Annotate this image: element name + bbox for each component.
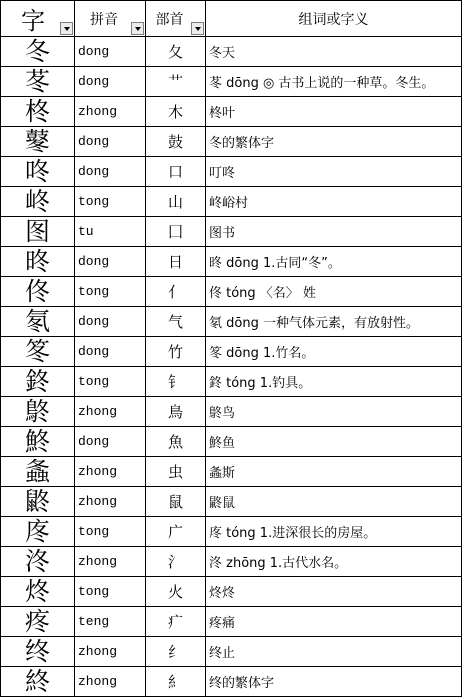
- table-row: [1, 67, 462, 97]
- radical-cell[interactable]: 虫: [146, 457, 206, 487]
- table-row: [1, 607, 462, 637]
- char-cell[interactable]: 泈: [1, 547, 75, 577]
- header-char-label: 字: [21, 7, 45, 35]
- meaning-cell[interactable]: 图书: [206, 217, 462, 247]
- pinyin-cell[interactable]: tu: [75, 217, 146, 247]
- char-cell[interactable]: 鮗: [1, 427, 75, 457]
- header-radical-label: 部首: [155, 11, 184, 28]
- char-cell[interactable]: 笗: [1, 337, 75, 367]
- meaning-cell[interactable]: 终止: [206, 637, 462, 667]
- pinyin-cell[interactable]: zhong: [75, 397, 146, 427]
- radical-cell[interactable]: 鼓: [146, 127, 206, 157]
- char-cell[interactable]: 螽: [1, 457, 75, 487]
- table-row: [1, 637, 462, 667]
- table-row: [1, 307, 462, 337]
- table-row: [1, 247, 462, 277]
- table-row: [1, 127, 462, 157]
- char-cell[interactable]: 鼕: [1, 127, 75, 157]
- radical-cell[interactable]: 囗: [146, 217, 206, 247]
- meaning-cell[interactable]: 庝 tóng 1.进深很长的房屋。: [206, 517, 462, 547]
- radical-cell[interactable]: 火: [146, 577, 206, 607]
- table-row: [1, 367, 462, 397]
- char-cell[interactable]: 氡: [1, 307, 75, 337]
- meaning-cell[interactable]: 柊叶: [206, 97, 462, 127]
- meaning-cell[interactable]: 鴤鸟: [206, 397, 462, 427]
- table-row: [1, 547, 462, 577]
- pinyin-cell[interactable]: teng: [75, 607, 146, 637]
- header-meaning-label: 组词或字义: [298, 11, 369, 28]
- meaning-cell[interactable]: 苳 dōng ◎ 古书上说的一种草。冬生。: [206, 67, 462, 97]
- char-cell[interactable]: 咚: [1, 157, 75, 187]
- radical-cell[interactable]: 氵: [146, 547, 206, 577]
- char-cell[interactable]: 鉖: [1, 367, 75, 397]
- radical-cell[interactable]: 广: [146, 517, 206, 547]
- table-row: [1, 517, 462, 547]
- pinyin-cell[interactable]: zhong: [75, 547, 146, 577]
- table-row: [1, 577, 462, 607]
- table-row: [1, 187, 462, 217]
- radical-cell[interactable]: 糹: [146, 667, 206, 697]
- table-row: [1, 157, 462, 187]
- radical-cell[interactable]: 日: [146, 247, 206, 277]
- char-cell[interactable]: 冬: [1, 37, 75, 67]
- pinyin-cell[interactable]: dong: [75, 247, 146, 277]
- char-cell[interactable]: 終: [1, 667, 75, 697]
- meaning-cell[interactable]: 冬天: [206, 37, 462, 67]
- table-row: [1, 457, 462, 487]
- char-cell[interactable]: 鼨: [1, 487, 75, 517]
- pinyin-cell[interactable]: zhong: [75, 97, 146, 127]
- table-row: [1, 667, 462, 697]
- pinyin-cell[interactable]: dong: [75, 37, 146, 67]
- pinyin-cell[interactable]: tong: [75, 277, 146, 307]
- table-row: [1, 487, 462, 517]
- char-cell[interactable]: 佟: [1, 277, 75, 307]
- meaning-cell[interactable]: 叮咚: [206, 157, 462, 187]
- meaning-cell[interactable]: 峂峪村: [206, 187, 462, 217]
- meaning-cell[interactable]: 昸 dōng 1.古同“冬”。: [206, 247, 462, 277]
- chevron-down-icon: [135, 27, 141, 31]
- table-row: [1, 337, 462, 367]
- table-row: [1, 427, 462, 457]
- table-row: [1, 217, 462, 247]
- meaning-cell[interactable]: 终的繁体字: [206, 667, 462, 697]
- header-radical: [146, 1, 206, 37]
- pinyin-cell[interactable]: tong: [75, 187, 146, 217]
- radical-cell[interactable]: 纟: [146, 637, 206, 667]
- header-row: [1, 1, 462, 37]
- radical-cell[interactable]: 鼠: [146, 487, 206, 517]
- meaning-cell[interactable]: 螽斯: [206, 457, 462, 487]
- radical-cell[interactable]: 气: [146, 307, 206, 337]
- meaning-cell[interactable]: 佟 tóng 〈名〉 姓: [206, 277, 462, 307]
- radical-cell[interactable]: 魚: [146, 427, 206, 457]
- header-pinyin: [75, 1, 146, 37]
- char-cell[interactable]: 柊: [1, 97, 75, 127]
- header-pinyin-label: 拼音: [90, 11, 118, 28]
- char-cell[interactable]: 峂: [1, 187, 75, 217]
- filter-dropdown-char[interactable]: [60, 22, 73, 35]
- pinyin-cell[interactable]: dong: [75, 127, 146, 157]
- radical-cell[interactable]: 艹: [146, 67, 206, 97]
- meaning-cell[interactable]: 鮗鱼: [206, 427, 462, 457]
- pinyin-cell[interactable]: zhong: [75, 667, 146, 697]
- meaning-cell[interactable]: 鉖 tóng 1.钓具。: [206, 367, 462, 397]
- table-row: [1, 397, 462, 427]
- meaning-cell[interactable]: 笗 dōng 1.竹名。: [206, 337, 462, 367]
- meaning-cell[interactable]: 鼨鼠: [206, 487, 462, 517]
- header-meaning: [206, 1, 462, 37]
- pinyin-cell[interactable]: tong: [75, 367, 146, 397]
- radical-cell[interactable]: 夂: [146, 37, 206, 67]
- pinyin-cell[interactable]: dong: [75, 67, 146, 97]
- table-body: [1, 37, 462, 697]
- char-cell[interactable]: 终: [1, 637, 75, 667]
- char-cell[interactable]: 疼: [1, 607, 75, 637]
- radical-cell[interactable]: 口: [146, 157, 206, 187]
- radical-cell[interactable]: 疒: [146, 607, 206, 637]
- pinyin-cell[interactable]: dong: [75, 427, 146, 457]
- radical-cell[interactable]: 亻: [146, 277, 206, 307]
- meaning-cell[interactable]: 氡 dōng 一种气体元素，有放射性。: [206, 307, 462, 337]
- pinyin-cell[interactable]: zhong: [75, 457, 146, 487]
- pinyin-cell[interactable]: tong: [75, 517, 146, 547]
- meaning-cell[interactable]: 炵炵: [206, 577, 462, 607]
- char-cell[interactable]: 庝: [1, 517, 75, 547]
- chevron-down-icon: [195, 27, 201, 31]
- meaning-cell[interactable]: 疼痛: [206, 607, 462, 637]
- radical-cell[interactable]: 鳥: [146, 397, 206, 427]
- pinyin-cell[interactable]: dong: [75, 157, 146, 187]
- table-row: [1, 37, 462, 67]
- pinyin-cell[interactable]: dong: [75, 307, 146, 337]
- char-cell[interactable]: 昸: [1, 247, 75, 277]
- pinyin-cell[interactable]: zhong: [75, 637, 146, 667]
- radical-cell[interactable]: 木: [146, 97, 206, 127]
- meaning-cell[interactable]: 泈 zhōng 1.古代水名。: [206, 547, 462, 577]
- chevron-down-icon: [64, 27, 70, 31]
- meaning-cell[interactable]: 冬的繁体字: [206, 127, 462, 157]
- char-cell[interactable]: 鴤: [1, 397, 75, 427]
- filter-dropdown-pinyin[interactable]: [131, 22, 144, 35]
- radical-cell[interactable]: 钅: [146, 367, 206, 397]
- char-cell[interactable]: 炵: [1, 577, 75, 607]
- table-row: [1, 277, 462, 307]
- radical-cell[interactable]: 山: [146, 187, 206, 217]
- pinyin-cell[interactable]: zhong: [75, 487, 146, 517]
- char-cell[interactable]: 苳: [1, 67, 75, 97]
- header-char: [1, 1, 75, 37]
- pinyin-cell[interactable]: tong: [75, 577, 146, 607]
- filter-dropdown-radical[interactable]: [191, 22, 204, 35]
- table-row: [1, 97, 462, 127]
- char-cell[interactable]: 图: [1, 217, 75, 247]
- pinyin-cell[interactable]: dong: [75, 337, 146, 367]
- radical-cell[interactable]: 竹: [146, 337, 206, 367]
